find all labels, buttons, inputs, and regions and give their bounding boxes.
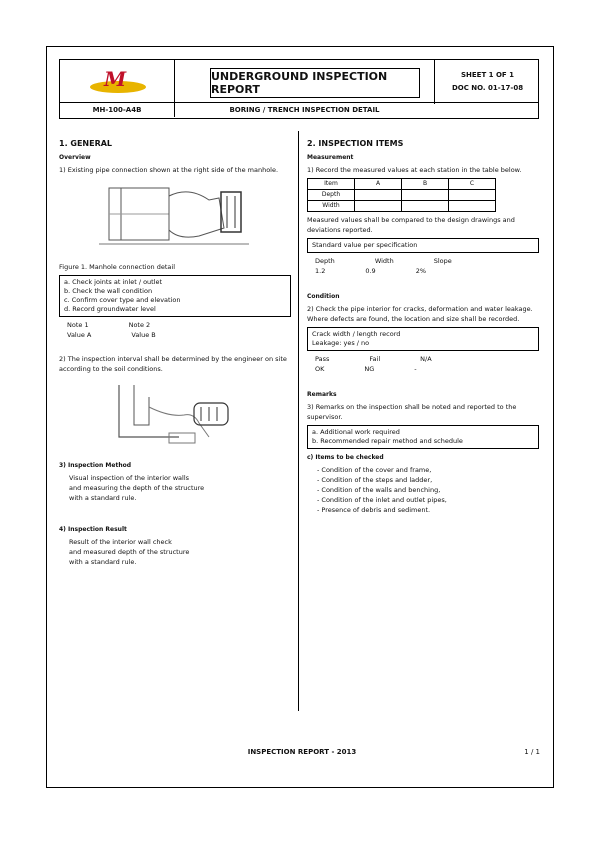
- paragraph: Measured values shall be compared to the design drawings and deviations reported.: [307, 216, 515, 234]
- item-title: 4) Inspection Result: [59, 526, 127, 533]
- table-header-cell: Item: [308, 179, 355, 190]
- checklist-item: c. Confirm cover type and elevation: [64, 296, 181, 304]
- paragraph: 2) The inspection interval shall be determined by the engineer on site according to the soil conditions.: [59, 355, 287, 373]
- bullet-item: - Condition of the inlet and outlet pipes,: [317, 496, 447, 504]
- subsection-label: Condition: [307, 293, 340, 300]
- section-heading: 1. GENERAL: [59, 139, 113, 148]
- bullets-title: c) Items to be checked: [307, 454, 384, 461]
- item-line: Visual inspection of the interior walls: [69, 474, 190, 482]
- value-cell: Depth: [315, 257, 335, 265]
- item-line: and measured depth of the structure: [69, 548, 190, 556]
- item-title: 3) Inspection Method: [59, 462, 132, 469]
- bullet-item: - Condition of the steps and ladder,: [317, 476, 433, 484]
- table-header-cell: A: [355, 179, 402, 190]
- box-line: b. Recommended repair method and schedule: [312, 437, 463, 445]
- remarks-box: [307, 425, 539, 449]
- bullet-item: - Presence of debris and sediment.: [317, 506, 431, 514]
- box-line: Standard value per specification: [312, 241, 418, 249]
- box-line: Leakage: yes / no: [312, 339, 370, 347]
- item-code: MH-100-A4B: [60, 103, 175, 117]
- table-cell: Depth: [308, 190, 355, 201]
- result-cell: -: [414, 365, 417, 373]
- result-cell: Fail: [369, 355, 381, 363]
- note-cell: Note 1: [67, 321, 89, 329]
- result-row: [315, 364, 539, 374]
- page-number: 1 / 1: [524, 748, 540, 756]
- result-cell: OK: [315, 365, 325, 373]
- sheet-number: SHEET 1 OF 1: [460, 71, 515, 79]
- value-cell: Slope: [433, 257, 452, 265]
- value-cell: Width: [374, 257, 394, 265]
- left-column: [59, 139, 291, 567]
- table-header-row: [308, 179, 496, 190]
- value-row: [315, 266, 539, 276]
- bullet-list: [307, 465, 539, 515]
- right-column: [307, 139, 539, 515]
- header-block: [59, 59, 539, 103]
- document-info: [434, 60, 540, 104]
- table-cell: [402, 190, 449, 201]
- result-cell: NG: [364, 365, 375, 373]
- checklist-item: b. Check the wall condition: [64, 287, 153, 295]
- column-divider: [298, 131, 299, 711]
- table-cell: [449, 190, 496, 201]
- item-line: and measuring the depth of the structure: [69, 484, 205, 492]
- value-cell: 2%: [415, 267, 426, 275]
- table-cell: [355, 201, 402, 212]
- manhole-figure: [59, 178, 291, 259]
- item-line: with a standard rule.: [69, 494, 137, 502]
- section-heading: 2. INSPECTION ITEMS: [307, 139, 404, 148]
- value-cell: Value A: [67, 331, 92, 339]
- paragraph: 2) Check the pipe interior for cracks, deformation and water leakage. Where defects are found, the location and size shall be recorded.: [307, 305, 533, 323]
- result-cell: N/A: [420, 355, 432, 363]
- svg-text:M: M: [104, 67, 127, 91]
- document-title: UNDERGROUND INSPECTION REPORT: [210, 68, 420, 98]
- item-description: BORING / TRENCH INSPECTION DETAIL: [229, 106, 380, 114]
- item-body: [59, 537, 291, 567]
- table-header-cell: B: [402, 179, 449, 190]
- item-body: [59, 473, 291, 503]
- table-cell: [402, 201, 449, 212]
- doc-number: DOC NO. 01-17-08: [451, 84, 524, 92]
- paragraph: 1) Existing pipe connection shown at the right side of the manhole.: [59, 166, 279, 174]
- note-row: [67, 320, 291, 330]
- box-line: a. Additional work required: [312, 428, 400, 436]
- item-line: Result of the interior wall check: [69, 538, 172, 546]
- measurement-table: [307, 178, 496, 212]
- figure-caption: Figure 1. Manhole connection detail: [59, 263, 176, 271]
- note-cell: Note 2: [128, 321, 151, 329]
- condition-box: [307, 327, 539, 351]
- bullet-item: - Condition of the cover and frame,: [317, 466, 432, 474]
- item-line: with a standard rule.: [69, 558, 137, 566]
- document-page: [46, 46, 554, 788]
- subsection-label: Measurement: [307, 154, 354, 161]
- company-logo: [60, 60, 175, 104]
- value-cell: 1.2: [315, 267, 326, 275]
- subheader-block: [59, 103, 539, 119]
- trench-figure: [59, 377, 291, 450]
- standard-box: [307, 238, 539, 253]
- table-cell: [449, 201, 496, 212]
- result-cell: Pass: [315, 355, 330, 363]
- footer-title: INSPECTION REPORT - 2013: [247, 748, 357, 756]
- checklist-item: d. Record groundwater level: [64, 305, 156, 313]
- table-row: [308, 201, 496, 212]
- table-header-cell: C: [449, 179, 496, 190]
- box-line: Crack width / length record: [312, 330, 401, 338]
- value-cell: 0.9: [365, 267, 376, 275]
- bullet-item: - Condition of the walls and benching,: [317, 486, 441, 494]
- subsection-label: Overview: [59, 154, 91, 161]
- value-cell: Value B: [131, 331, 156, 339]
- paragraph: 1) Record the measured values at each station in the table below.: [307, 166, 522, 174]
- subsection-label: Remarks: [307, 391, 337, 398]
- value-row: [67, 330, 291, 340]
- paragraph: 3) Remarks on the inspection shall be noted and reported to the supervisor.: [307, 403, 517, 421]
- table-cell: [355, 190, 402, 201]
- table-row: [308, 190, 496, 201]
- value-header-row: [315, 256, 539, 266]
- result-header-row: [315, 354, 539, 364]
- table-cell: Width: [308, 201, 355, 212]
- checklist-box: [59, 275, 291, 317]
- checklist-item: a. Check joints at inlet / outlet: [64, 278, 163, 286]
